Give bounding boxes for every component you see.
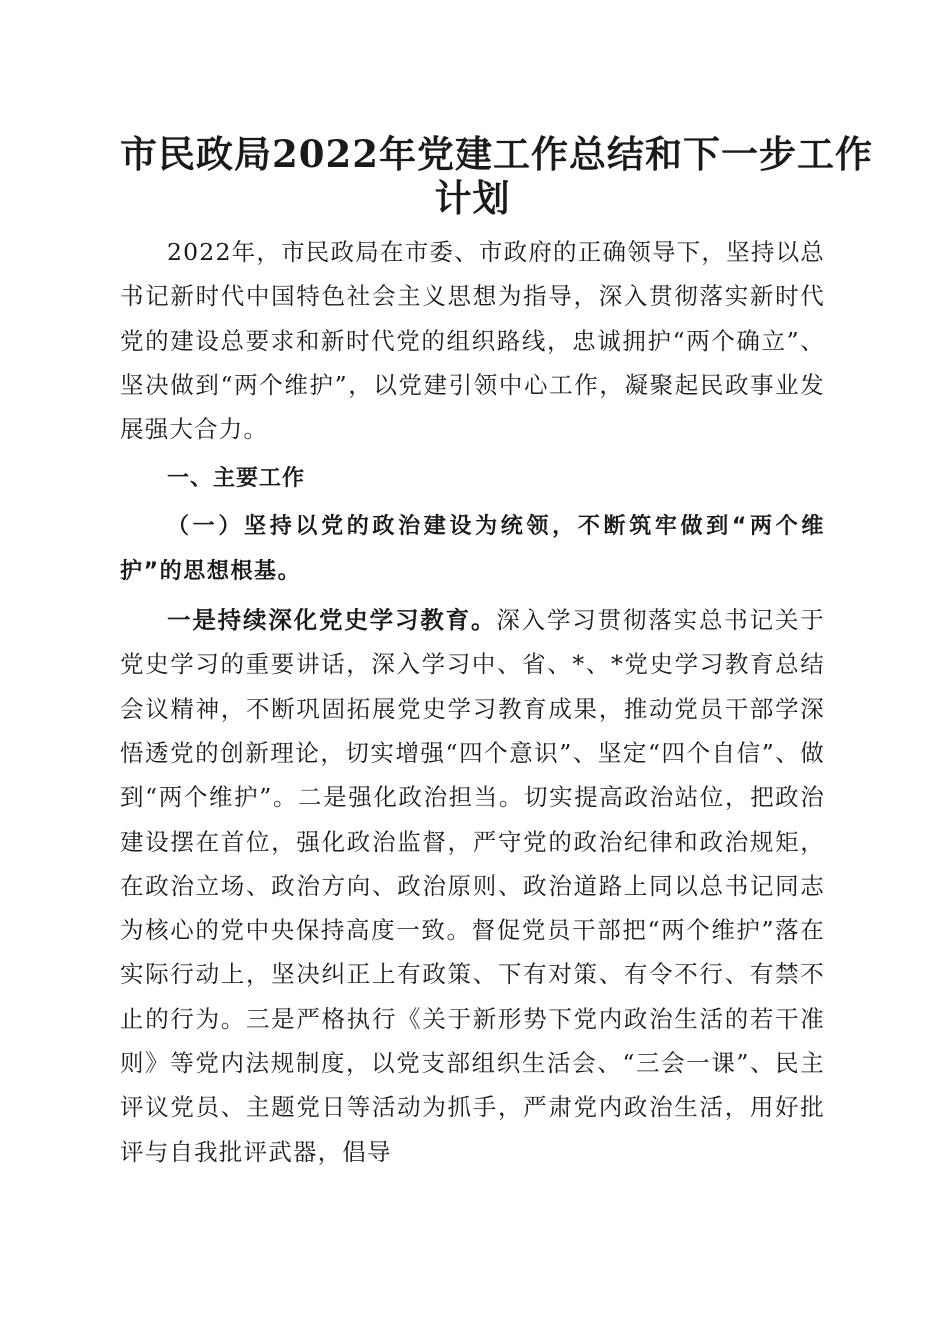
section-heading-main-work: 一、主要工作 <box>167 466 306 492</box>
document-page <box>120 132 873 1174</box>
document-body <box>120 230 825 1174</box>
title-line-1: 市民政局2022年党建工作总结和下一步工作 <box>120 132 873 176</box>
body-paragraph-1 <box>120 598 825 1174</box>
document-title <box>120 132 873 220</box>
paragraph-body: 深入学习贯彻落实总书记关于党史学习的重要讲话，深入学习中、省、*、*党史学习教育总结会议精神，不断巩固拓展党史学习教育成果，推动党员干部学深悟透党的创新理论，切实增强“四个意识”、坚定“四个自信”、做到“两个维护”。二是强化政治担当。切实提高政治站位，把政治建设摆在首位，强化政治监督，严守党的政治纪律和政治规矩，在政治立场、政治方向、政治原则、政治道路上同以总书记同志为核心的党中央保持高度一致。督促党员干部把“两个维护”落在实际行动上，坚决纠正上有政策、下有对策、有令不行、有禁不止的行为。三是严格执行《关于新形势下党内政治生活的若干准则》等党内法规制度，以党支部组织生活会、“三会一课”、民主评议党员、主题党日等活动为抓手，严肃党内政治生活，用好批评与自我批评武器，倡导 <box>120 606 825 1166</box>
subsection-heading-1: （一）坚持以党的政治建设为统领，不断筑牢做到“两个维护”的思想根基。 <box>120 514 825 584</box>
title-line-2: 计划 <box>434 176 511 220</box>
paragraph-lead: 一是持续深化党史学习教育。 <box>167 606 497 635</box>
intro-paragraph: 2022年，市民政局在市委、市政府的正确领导下，坚持以总书记新时代中国特色社会主义思想为指导，深入贯彻落实新时代党的建设总要求和新时代党的组织路线，忠诚拥护“两个确立”、坚决做到“两个维护”，以党建引领中心工作，凝聚起民政事业发展强大合力。 <box>120 238 825 444</box>
